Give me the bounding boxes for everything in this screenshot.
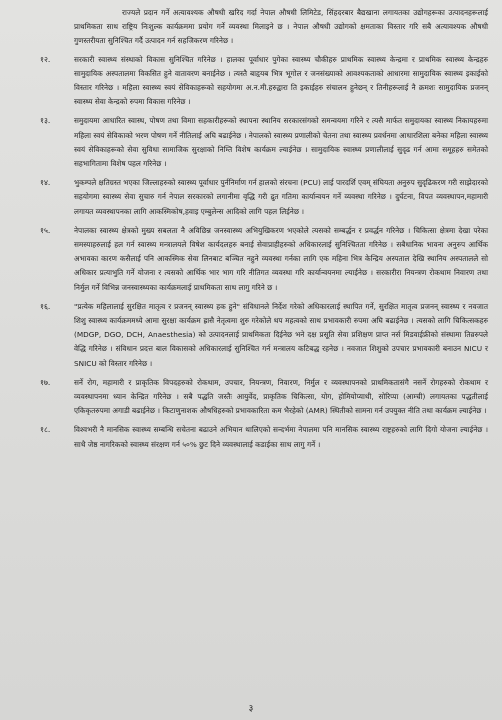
item-text: सरकारी स्वास्थ्य संस्थाको विकास सुनिश्चित गरिनेछ । हालका पूर्वाधार पुगेका स्वास्थ्य चौकीहरु प्राथमिक स्वास्थ्य केन्द्रमा र प्राथमिक स्वास्थ्य केन्द्रहरु सामुदायिक अस्पतालमा विकसित हुने वातावरण बनाईनेछ । त्यस्तै बाहृयब भित्र भूगोल र जनसंख्याको आवश्यकताको आधारमा सामुदायिक स्वास्थ्य इकाईको विस्तार गरिनेछ । महिला स्वास्थ्य स्वयं सेविकाहरूको सहयोगमा अ.न.मी.हरुद्वारा ति इकाईहरु संचालन हुनेछन् र तिनीहरूलाई नै क्रमशः सामुदायिक प्रजनन् स्वास्थ्य सेवा केन्द्रको रुपमा विकास गरिनेछ ।: [74, 54, 488, 107]
item-number: १५.: [40, 225, 51, 235]
page-number: ३: [248, 704, 254, 714]
item-number: १४.: [40, 178, 51, 188]
item-number: १८.: [40, 425, 51, 435]
item-text: नेपालका स्वास्थ्य क्षेत्रको मुख्य सबलता नै अविछिन्न जनस्वास्थ्य अभियुखिकरण भएकोले त्यसको सम्बर्द्धन र प्रवर्द्धन गरिनेछ । चिकित्सा क्षेत्रमा देखा परेका समस्याहरुलाई हल गर्न स्वास्थ्य मन्त्रालयले विषेश कार्यदलहरु बनाई सेवाप्राहीहरुको अधिकारलाई सुनिश्चितता गरिनेछ । सबैधानिक भावना अनुरुप आर्थिक अभावका कारण कसैलाई पनि आकस्मिक सेवा लिनबाट बञ्चित नहुने व्यवस्था गर्नका लागि एक महिना भित्र केन्द्रिय अस्पताल देखि स्थानिय अस्पतालले सो अधिकार प्रत्याभुति गर्ने योजना र त्यसको आर्थिक भार भाग गरि नीतिगत व्यवस्था गरि कार्यान्वयनमा ल्याईनेछ । सरकारीरा नियन्त्रण रोकथाम निवारण तथा निर्मुल गर्ने विभिन्न जनस्वास्थ्यका कार्यक्रमलाई प्राथमिकता साथ लागु गरिने छ ।: [74, 225, 488, 292]
list-item: [40, 53, 488, 110]
list-item: [40, 176, 488, 219]
item-text: विश्वभरी नै मानसिक स्वास्थ्य सम्बन्धि सचेतना बढाउने अभियान थालिएको सन्दर्भमा नेपालमा पनि मानसिक स्वास्थ्य राष्ट्रहरुको लागि दिगो योजना ल्याईनेछ । साथै जेष्ठ नागरिकको स्वास्थ्य संरक्षण गर्न ५०% छुट दिने व्यवस्थालाई कडाईका साथ लागु गर्ने ।: [74, 425, 488, 449]
list-item: [40, 423, 488, 451]
intro-paragraph: राज्यले प्रदान गर्ने अत्यावश्यक औषधी खरिद गर्दा नेपाल औषधी लिमिटेड, सिंहदरबार बैद्यखाना लगायतका उद्योगहरूका उत्पादनहरूलाई प्राथमिकता साथ राष्ट्रिय निःशुल्क कार्यक्रममा प्रयोग गर्ने व्यवस्था मिलाइने छ । नेपाल औषधी उद्योगको क्षमताका विस्तार गरि सबै अत्यावश्यक औषधी गुणस्तरीयता सुनिश्चित गर्दै उत्पादन गर्न सहजिकरण गरिनेछ ।: [74, 8, 488, 46]
item-text: सर्ने रोग, महामारी र प्राकृतिक विपदहरुको रोकथाम, उपचार, नियन्त्रण, निवारण, निर्मुल र व्यवस्थापनको प्राथमिकतासंगै नसर्ने रोगहरुको रोकथाम र व्यवस्थापनमा ध्यान केन्द्रित गरिनेछ । सबै पद्धति जस्तैः आयुर्वेद, प्राकृतिक चिकित्सा, योग, होमियोप्याथी, सोरिप्पा (आम्ची) लगायतका पद्धतीलाई एकिकृतरुपमा अगाडी बढाईनेछ । किटाणुनाशक औषधिहरुको प्रभावकारिता कम भैरहेको (AMR) स्थितीको सामना गर्न उपयुक्त नीति तथा कार्यक्रम ल्याईनेछ ।: [74, 377, 488, 416]
item-number: १२.: [40, 54, 51, 64]
item-text: भुकम्पले क्षतिग्रस्त भएका जिल्लाहरुको स्वास्थ्य पूर्वाधार पुर्ननिर्माण गर्न हालको संरचना (PCU) लाई पारदर्शि एवम् संघियता अनुरुप सुदृढिकरण गरी साझेदारको सहयोगमा स्वास्थ्य सेवा सुचारु गर्न नेपाल सरकारको लगानीमा वृद्धि गरी द्रुत गतिमा कार्यान्वयन गर्ने व्यवस्था गरिनेछ । दुर्घटना, विपत व्यवस्थापन,महामारी लगायत व्यवस्थापनका लागि आकस्मिकोष,हवाइ एम्बुलेन्स आदिको लागि पहल लिईनेछ ।: [74, 178, 488, 216]
list-item: [40, 300, 488, 371]
item-number: १६.: [40, 301, 51, 311]
list-item: [40, 376, 488, 419]
item-number: १७.: [40, 377, 51, 387]
list-item: [40, 114, 488, 171]
item-text: समुदायमा आधारित स्वास्थ, पोषण तथा विमाा सहकारीहरूको स्थापना स्थानिय सरकारसंगको समन्वयमा गरिने र त्यसै मार्फत समुदायका स्वास्थ्य निकायहरुमा महिला स्वयं सेविकाको भरण पोषण गर्ने नीतिलाई अघि बढाईनेछ । नेपालको स्वास्थ्य प्रणालीको चेतना तथा स्वास्थ्य प्रवर्धनमा आधारशिला बनेका महिला स्वास्थ्य स्वयं सेविकाहरूको सेवा सुविधा सामाजिक सुरक्षाको निम्ति विशेष कार्यक्रम ल्याईनेछ । सामुदायिक स्वास्थ्य प्रणालीलाई सुदृढ गर्न आमा समूहहरु समेतको सहभागितामा विशेष पहल गरिनेछ ।: [74, 116, 488, 169]
item-number: १३.: [40, 116, 51, 126]
item-text: "प्रत्येक महिलालाई सुरक्षित मातृत्व र प्रजनन् स्वास्थ्य हक हुने" संविधानले निर्देश गरेको अधिकारलाई स्थापित गर्ने, सुरक्षित मातृत्व प्रजनन् स्वास्थ्य र नवजात शिशु स्वास्थ्य कार्यक्रममध्ये आमा सुरक्षा कार्यक्रम ह्रासै नेतृत्वमा शुरु गरेकोले थप महत्वको साथ प्रभावकारी रुपमा अघि बढाईनेछ । त्यसको लागि चिकित्सकहरु (MDGP, DGO, DCH, Anaesthesia) को उत्पादनलाई प्राथमिकता दिईनेछ भने दक्ष प्रसूति सेवा प्रशिक्षण प्राप्त नर्स मिडवाईफ्रीको संस्थामा तिव्ररुपले वेद्धि गरिनेछ । संविधान प्रदत्त बाल विकासको अधिकारलाई सुनिश्चित गर्न मन्त्रालय कटिबद्ध रहनेछ । नवजात शिशुको उपचार प्रभावकारी बनाउन NICU र SNICU को विस्तार गरिनेछ ।: [74, 301, 488, 368]
list-item: [40, 224, 488, 295]
